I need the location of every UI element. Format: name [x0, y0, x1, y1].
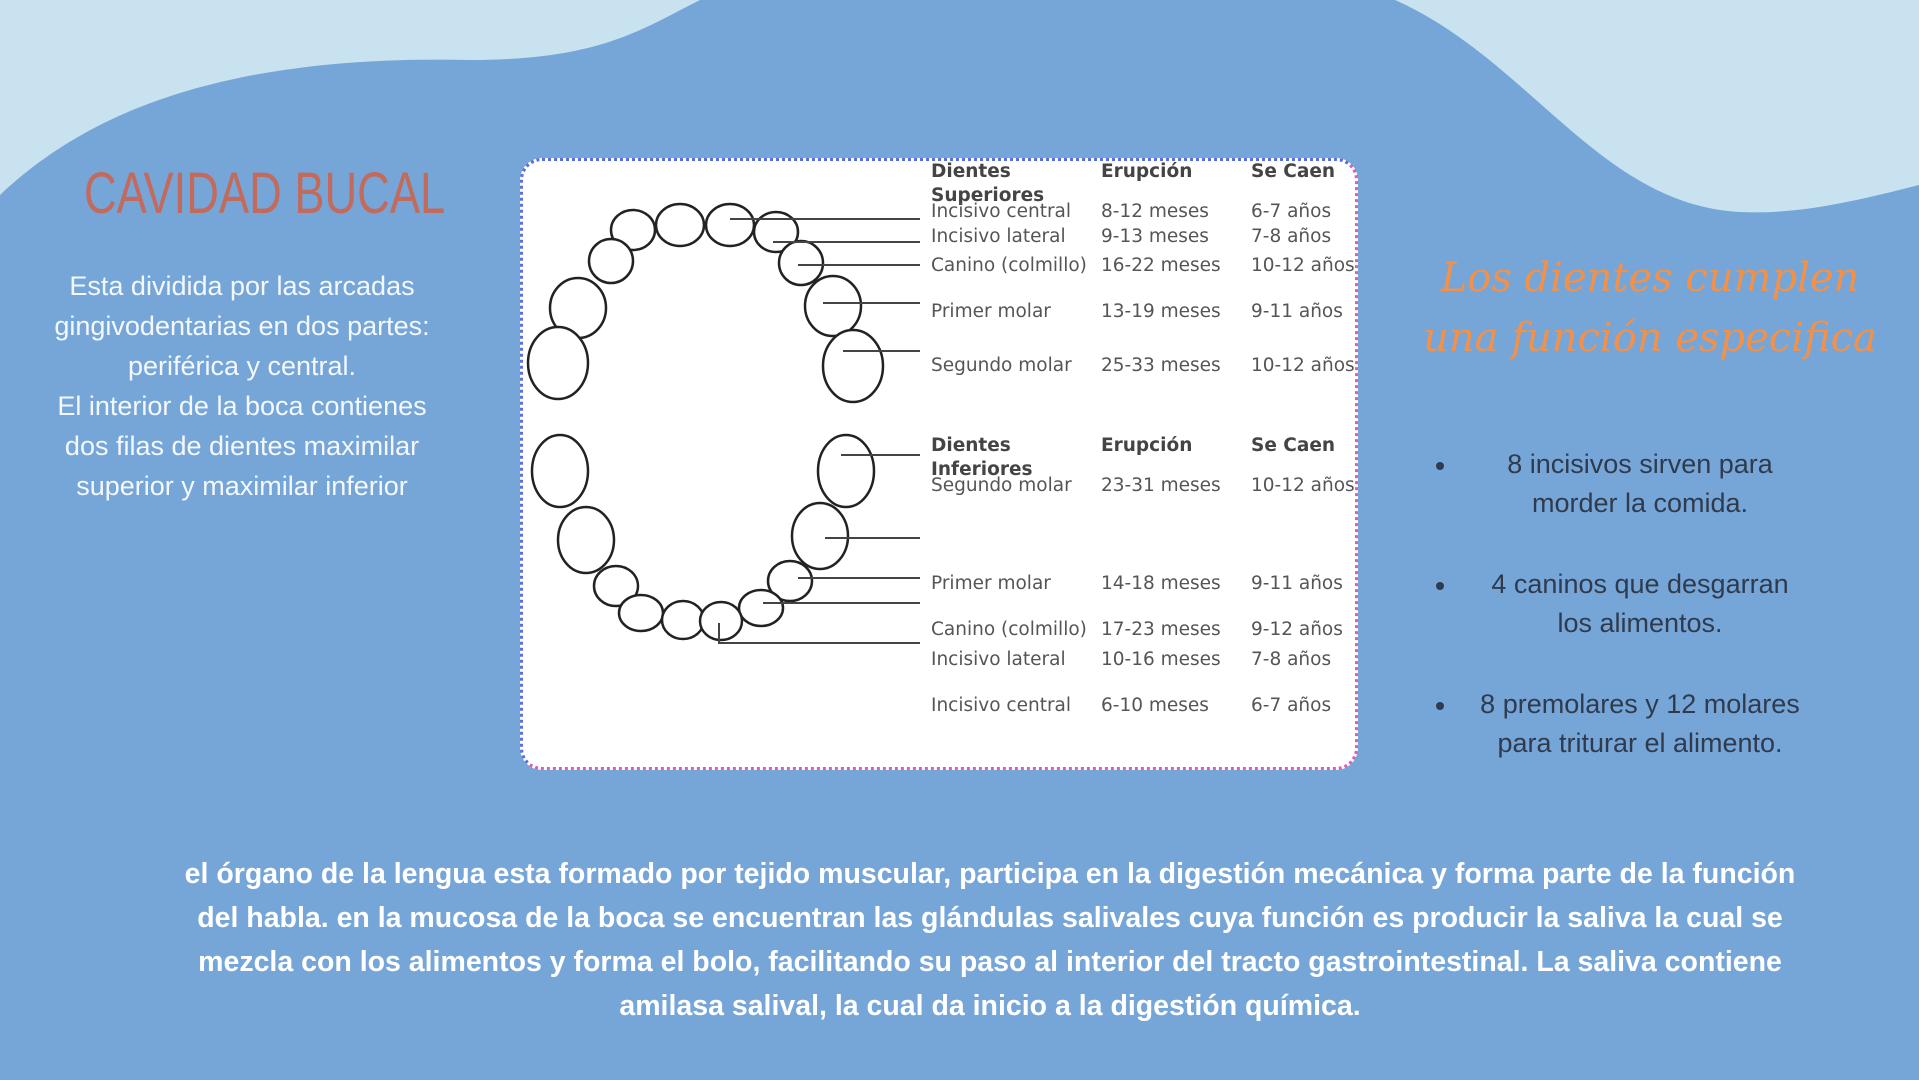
- tooth-icon: [558, 507, 614, 573]
- table-header: Se Caen: [1251, 435, 1336, 456]
- table-cell: Incisivo lateral: [931, 649, 1066, 670]
- table-cell: 7-8 años: [1251, 226, 1332, 247]
- table-cell: 9-11 años: [1251, 573, 1343, 594]
- tooth-icon: [792, 503, 848, 569]
- intro-paragraph: [22, 266, 462, 506]
- table-cell: Incisivo central: [931, 201, 1072, 222]
- table-cell: 10-12 años: [1251, 255, 1355, 276]
- teeth-function-list: [1420, 445, 1840, 805]
- table-header: Dientes: [931, 435, 1011, 456]
- table-cell: 9-12 años: [1251, 619, 1343, 640]
- table-cell: Segundo molar: [931, 475, 1072, 496]
- table-cell: 25-33 meses: [1101, 355, 1221, 376]
- table-cell: 6-10 meses: [1101, 695, 1209, 716]
- tooth-icon: [589, 239, 633, 283]
- list-item-text: morder la comida.: [1531, 488, 1749, 518]
- table-cell: 7-8 años: [1251, 649, 1332, 670]
- table-cell: Incisivo central: [931, 695, 1072, 716]
- table-header: Se Caen: [1251, 161, 1336, 182]
- intro-line: periférica y central.: [127, 351, 357, 381]
- list-item-text: los alimentos.: [1557, 608, 1723, 638]
- intro-line: gingivodentarias en dos partes:: [54, 311, 430, 341]
- intro-line: Esta dividida por las arcadas: [69, 271, 415, 301]
- tooth-icon: [662, 601, 704, 639]
- leader-line: [719, 623, 920, 643]
- table-cell: 8-12 meses: [1101, 201, 1209, 222]
- description-line: el órgano de la lengua esta formado por tejido muscular, participa en la digestión mecánica y forma parte de la función: [184, 858, 1796, 890]
- intro-line: superior y maximilar inferior: [76, 471, 408, 501]
- bullet-icon: [1436, 582, 1444, 590]
- tooth-icon: [739, 590, 783, 626]
- table-cell: 14-18 meses: [1101, 573, 1221, 594]
- table-cell: 9-13 meses: [1101, 226, 1209, 247]
- table-cell: Primer molar: [931, 301, 1051, 322]
- bullet-icon: [1436, 702, 1444, 710]
- list-item: [1420, 685, 1840, 763]
- table-cell: 6-7 años: [1251, 695, 1332, 716]
- tooth-icon: [656, 204, 704, 246]
- tooth-icon: [528, 327, 588, 399]
- list-item: [1420, 445, 1840, 523]
- tooth-icon: [818, 435, 874, 507]
- table-header: Dientes: [931, 161, 1011, 182]
- intro-line: dos filas de dientes maximilar: [64, 431, 420, 461]
- list-item-text: 8 incisivos sirven para: [1507, 449, 1773, 479]
- table-cell: Primer molar: [931, 573, 1051, 594]
- tongue-description: [120, 852, 1860, 1028]
- tooth-icon: [805, 276, 861, 336]
- tooth-icon: [619, 595, 663, 631]
- table-cell: 23-31 meses: [1101, 475, 1221, 496]
- table-cell: Canino (colmillo): [931, 255, 1087, 276]
- table-cell: 16-22 meses: [1101, 255, 1221, 276]
- table-cell: 10-16 meses: [1101, 649, 1221, 670]
- table-cell: 17-23 meses: [1101, 619, 1221, 640]
- table-header: Erupción: [1101, 435, 1193, 456]
- table-cell: 10-12 años: [1251, 355, 1355, 376]
- list-item: [1420, 565, 1840, 643]
- list-item-text: 8 premolares y 12 molares: [1480, 689, 1800, 719]
- table-cell: 13-19 meses: [1101, 301, 1221, 322]
- table-cell: Segundo molar: [931, 355, 1072, 376]
- list-item-text: para triturar el alimento.: [1497, 728, 1783, 758]
- tooth-icon: [706, 204, 754, 246]
- table-header: Superiores: [931, 185, 1045, 206]
- tooth-icon: [700, 602, 742, 640]
- list-item-text: 4 caninos que desgarran: [1491, 569, 1789, 599]
- teeth-diagram-card: [520, 158, 1358, 770]
- intro-line: El interior de la boca contienes: [57, 391, 427, 421]
- bullet-icon: [1436, 462, 1444, 470]
- description-line: mezcla con los alimentos y forma el bolo, facilitando su paso al interior del tracto gastrointestinal. La saliva contiene: [198, 946, 1782, 978]
- page-title: CAVIDAD BUCAL: [84, 161, 446, 226]
- description-line: amilasa salival, la cual da inicio a la digestión química.: [619, 990, 1361, 1022]
- tooth-icon: [532, 435, 588, 507]
- description-line: del habla. en la mucosa de la boca se encuentran las glándulas salivales cuya función es producir la saliva la cual se: [197, 902, 1783, 934]
- tooth-icon: [823, 330, 883, 402]
- table-cell: Canino (colmillo): [931, 619, 1087, 640]
- teeth-function-heading: Los dientes cumplen una función especifica: [1423, 255, 1877, 361]
- table-cell: 9-11 años: [1251, 301, 1343, 322]
- table-header: Inferiores: [931, 459, 1033, 480]
- table-cell: 6-7 años: [1251, 201, 1332, 222]
- table-cell: Incisivo lateral: [931, 226, 1066, 247]
- table-header: Erupción: [1101, 161, 1193, 182]
- table-cell: 10-12 años: [1251, 475, 1355, 496]
- tooth-icon: [779, 241, 823, 285]
